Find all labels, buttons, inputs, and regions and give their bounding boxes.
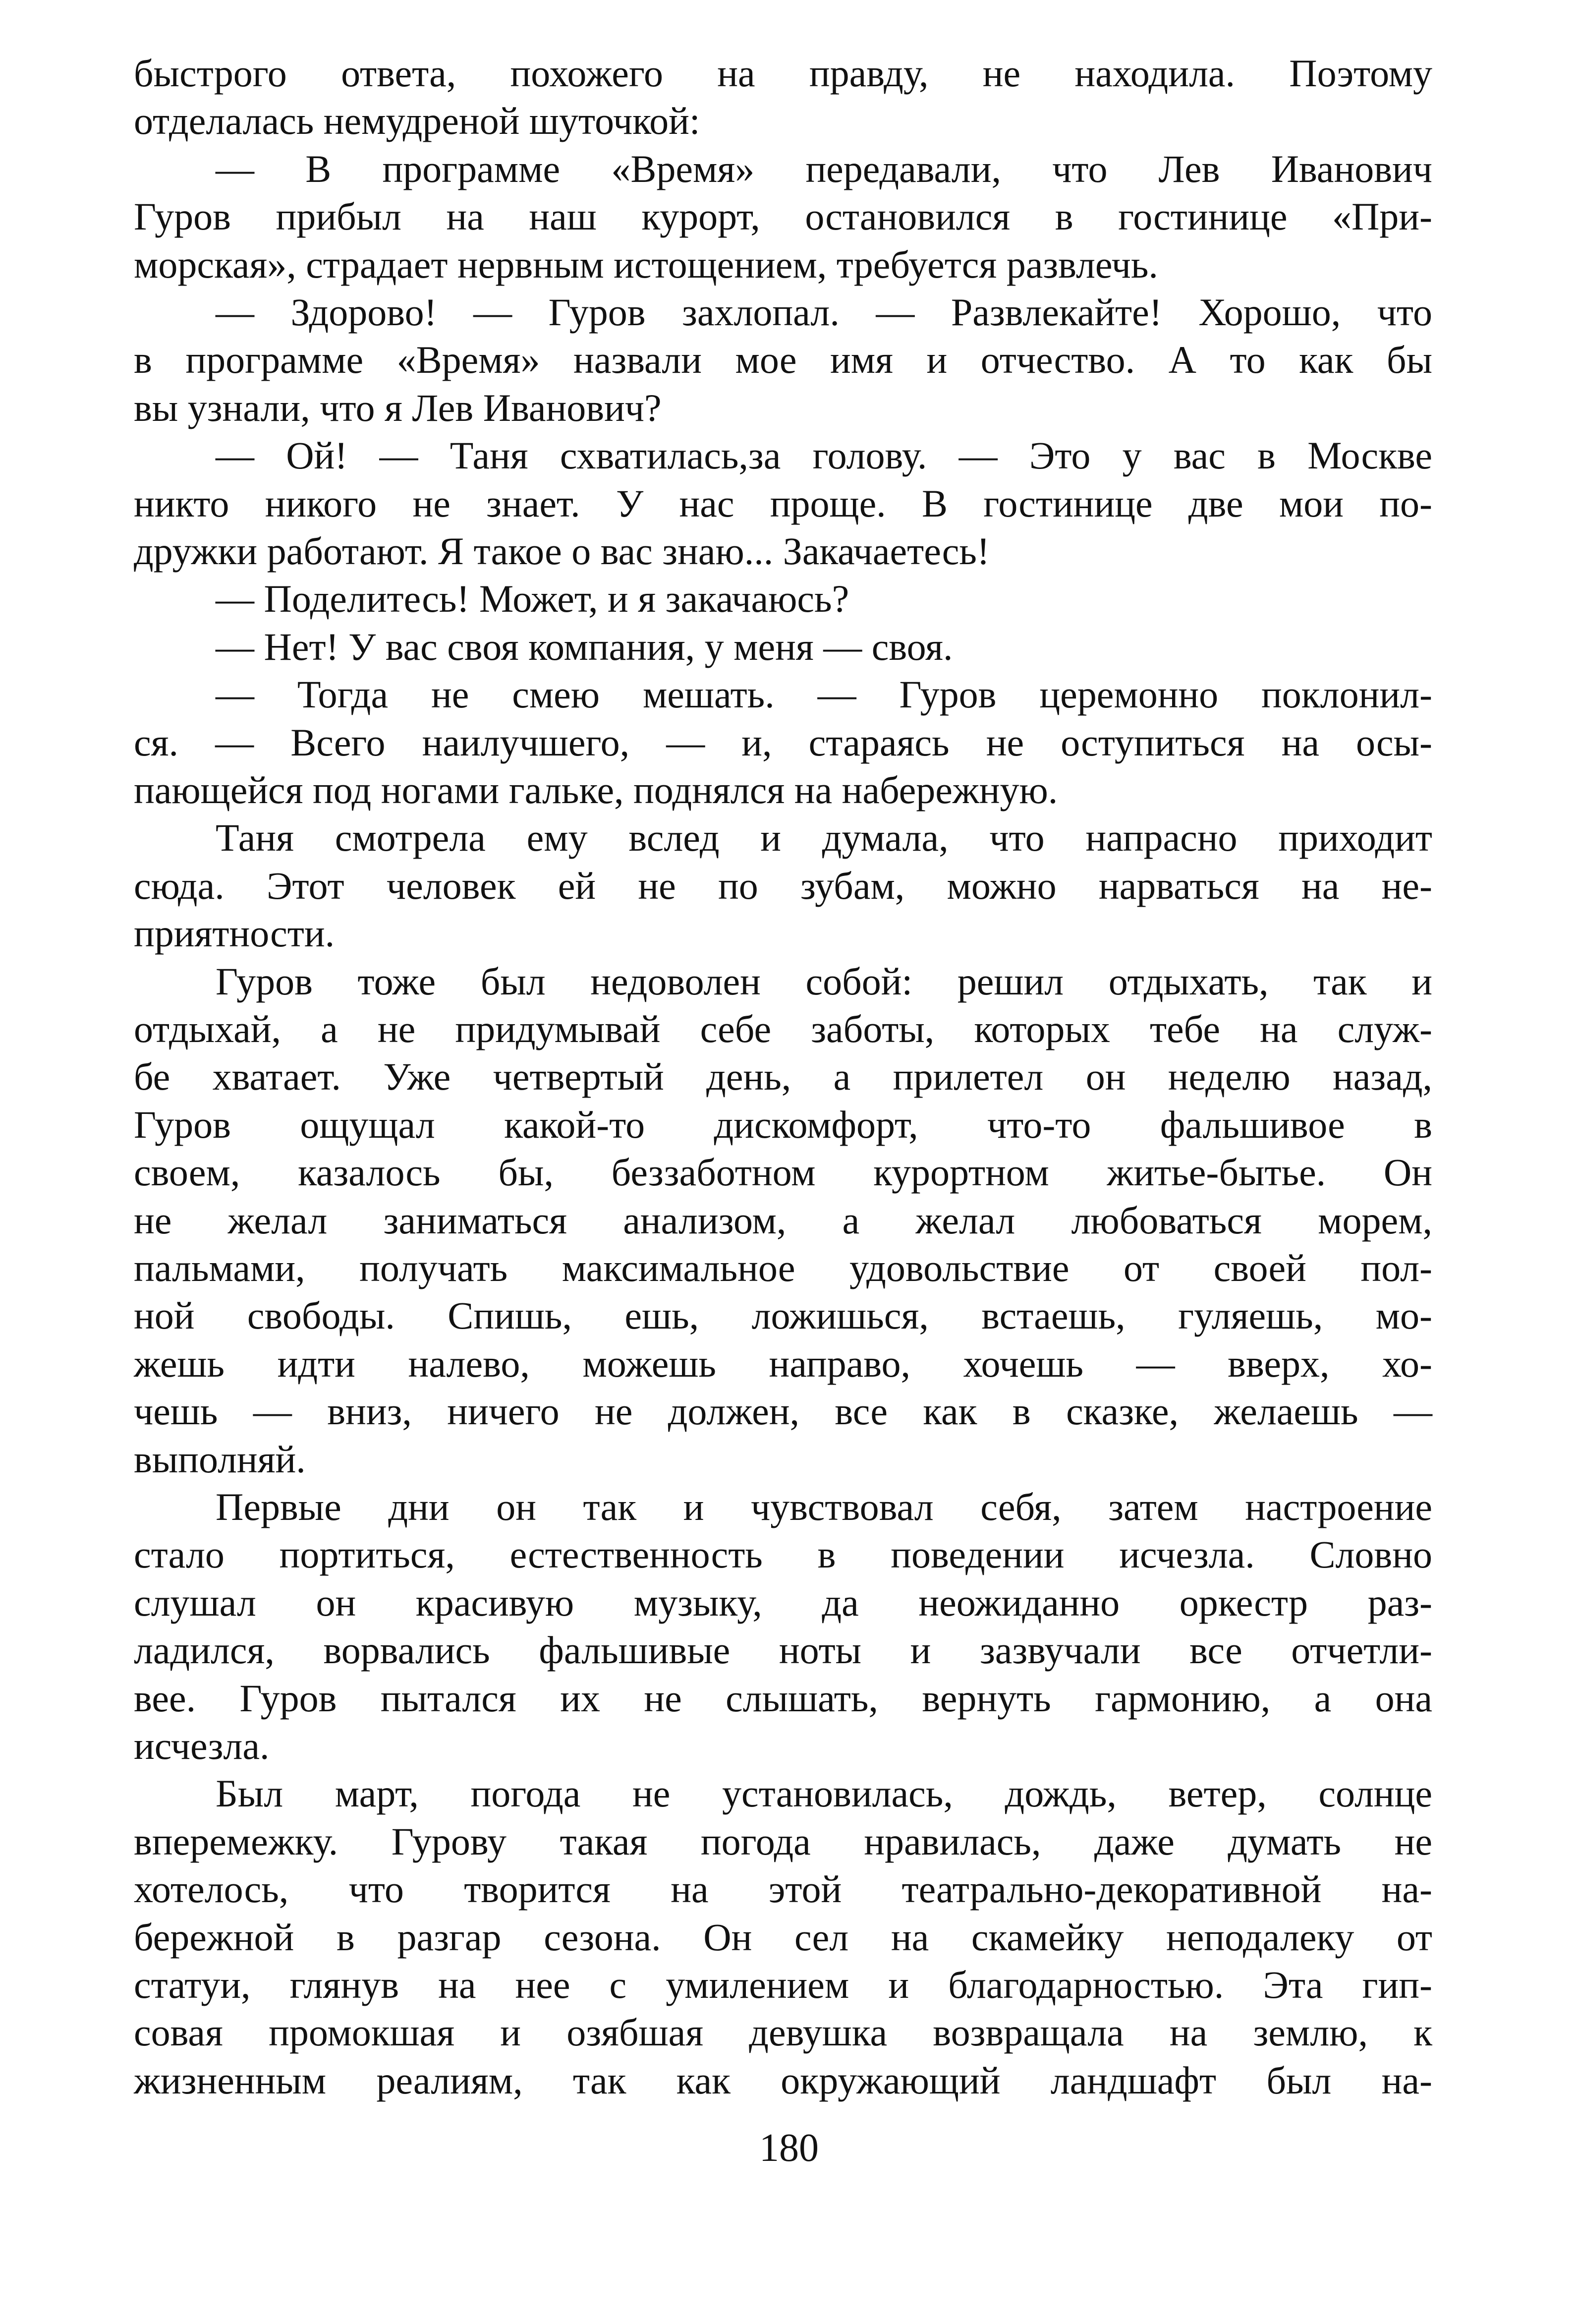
text-line: вее. Гуров пытался их не слышать, вернуть гармонию, а она: [134, 1676, 1432, 1720]
text-line: Был март, погода не установилась, дождь, ветер, солнце: [216, 1772, 1432, 1815]
text-line: слушал он красивую музыку, да неожиданно оркестр раз-: [134, 1580, 1432, 1624]
text-line: отдыхай, а не придумывай себе заботы, которых тебе на служ-: [134, 1007, 1432, 1050]
text-line: исчезла.: [134, 1724, 270, 1767]
text-line: совая промокшая и озябшая девушка возвращала на землю, к: [134, 2011, 1432, 2054]
text-line: ся. — Всего наилучшего, — и, стараясь не оступиться на осы-: [134, 720, 1432, 764]
text-line: — Нет! У вас своя компания, у меня — своя.: [216, 625, 953, 668]
text-line: никто никого не знает. У нас проще. В гостинице две мои по-: [134, 481, 1432, 525]
text-line: ладился, ворвались фальшивые ноты и зазвучали все отчетли-: [134, 1628, 1432, 1672]
text-line: — Здорово! — Гуров захлопал. — Развлекайте! Хорошо, что: [216, 290, 1432, 334]
text-line: вы узнали, что я Лев Иванович?: [134, 386, 662, 429]
text-line: вперемежку. Гурову такая погода нравилась, даже думать не: [134, 1819, 1432, 1863]
text-line: дружки работают. Я такое о вас знаю... Закачаетесь!: [134, 529, 990, 573]
text-line: Гуров тоже был недоволен собой: решил отдыхать, так и: [216, 959, 1432, 1003]
text-line: приятности.: [134, 912, 335, 955]
text-line: статуи, глянув на нее с умилением и благодарностью. Эта гип-: [134, 1963, 1432, 2006]
text-line: отделалась немудреной шуточкой:: [134, 99, 700, 143]
text-line: хотелось, что творится на этой театрально-декоративной на-: [134, 1867, 1432, 1911]
text-line: чешь — вниз, ничего не должен, все как в сказке, желаешь —: [134, 1390, 1432, 1433]
text-line: бережной в разгар сезона. Он сел на скамейку неподалеку от: [134, 1915, 1432, 1959]
text-line: быстрого ответа, похожего на правду, не находила. Поэтому: [134, 52, 1432, 95]
text-line: выполняй.: [134, 1437, 306, 1481]
text-line: морская», страдает нервным истощением, требуется развлечь.: [134, 242, 1158, 286]
text-line: жешь идти налево, можешь направо, хочешь — вверх, хо-: [134, 1341, 1432, 1385]
text-line: ной свободы. Спишь, ешь, ложишься, встаешь, гуляешь, мо-: [134, 1294, 1432, 1337]
text-line: не желал заниматься анализом, а желал любоваться морем,: [134, 1198, 1432, 1242]
text-line: пальмами, получать максимальное удовольствие от своей пол-: [134, 1246, 1432, 1289]
text-line: своем, казалось бы, беззаботном курортном житье-бытье. Он: [134, 1151, 1432, 1194]
text-line: бе хватает. Уже четвертый день, а прилетел он неделю назад,: [134, 1055, 1432, 1099]
text-line: жизненным реалиям, так как окружающий ландшафт был на-: [134, 2058, 1432, 2102]
text-line: Таня смотрела ему вслед и думала, что напрасно приходит: [216, 816, 1432, 860]
text-line: в программе «Время» назвали мое имя и отчество. А то как бы: [134, 338, 1432, 382]
text-line: Гуров прибыл на наш курорт, остановился в гостинице «При-: [134, 195, 1432, 238]
page-number: 180: [759, 2126, 819, 2170]
text-line: — Поделитесь! Может, и я закачаюсь?: [216, 577, 849, 621]
text-line: Гуров ощущал какой-то дискомфорт, что-то фальшивое в: [134, 1103, 1432, 1146]
text-line: — Ой! — Таня схватилась,за голову. — Это у вас в Москве: [216, 434, 1432, 477]
text-line: стало портиться, естественность в поведении исчезла. Словно: [134, 1533, 1432, 1576]
text-line: — Тогда не смею мешать. — Гуров церемонно поклонил-: [216, 673, 1432, 716]
text-line: сюда. Этот человек ей не по зубам, можно нарваться на не-: [134, 864, 1432, 907]
text-line: Первые дни он так и чувствовал себя, затем настроение: [216, 1485, 1432, 1528]
text-line: пающейся под ногами гальке, поднялся на набережную.: [134, 768, 1058, 812]
text-line: — В программе «Время» передавали, что Лев Иванович: [216, 147, 1432, 190]
